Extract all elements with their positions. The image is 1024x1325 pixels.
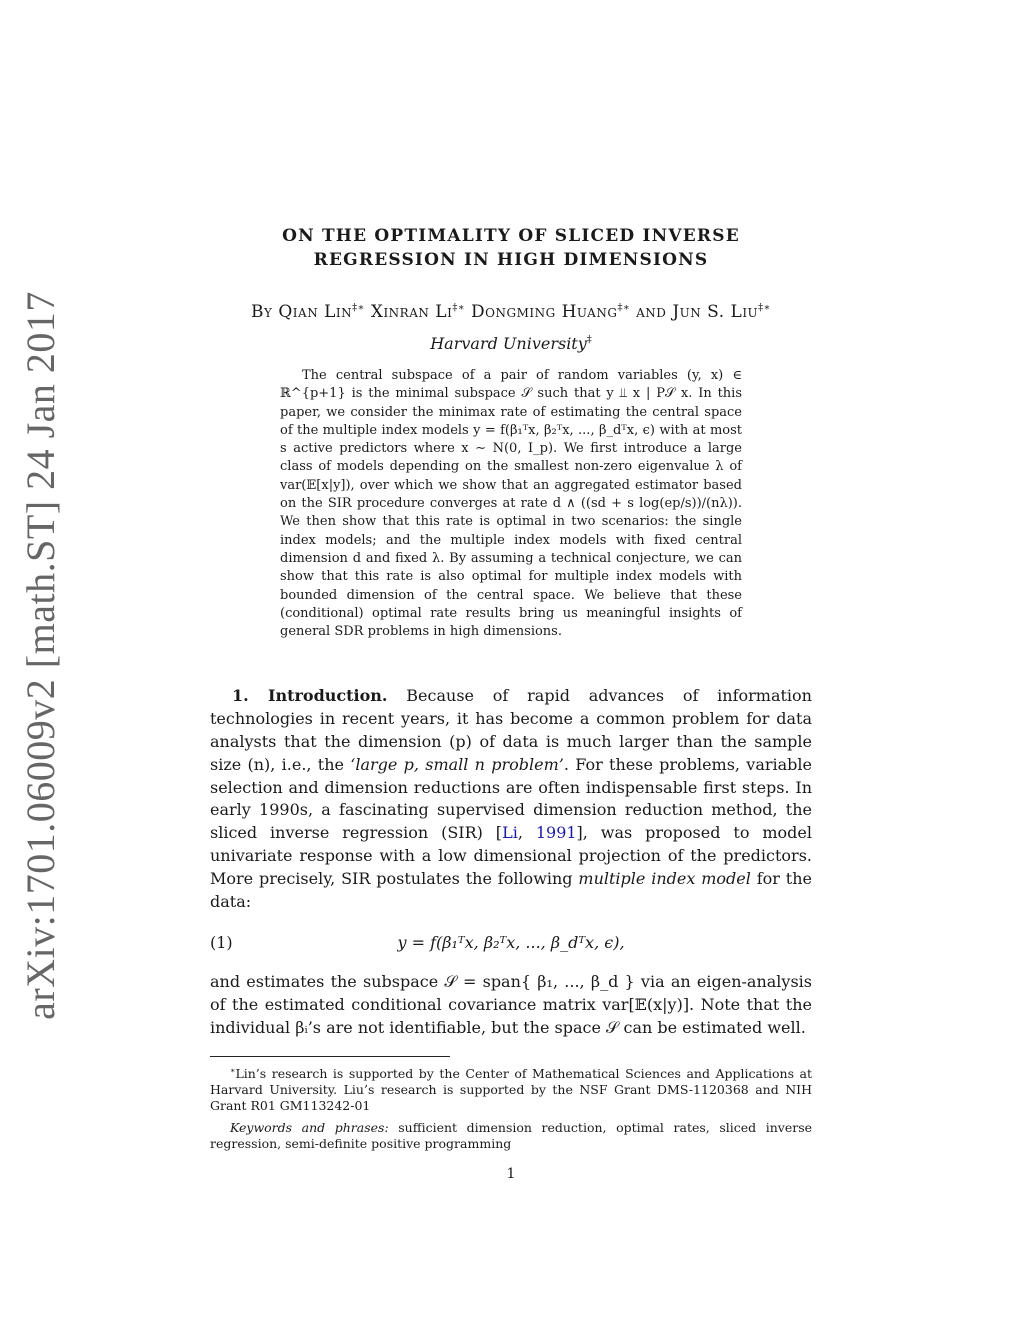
funding-footnote xyxy=(210,1063,812,1114)
citation-link-year[interactable]: 1991 xyxy=(535,823,577,843)
intro-italic-2: multiple index model xyxy=(578,868,751,888)
author-mark: ‡∗ xyxy=(452,302,466,314)
keywords-text: sufficient dimension reduction, optimal rates, sliced inverse regression, semi-definite positive programming xyxy=(210,1119,813,1151)
intro-text-3: ], was proposed to model univariate response with a low dimensional projection of the predictors. More precisely, SIR postulates the following xyxy=(210,823,813,888)
author-list xyxy=(210,302,812,322)
citation-link-author[interactable]: Li xyxy=(502,823,518,843)
author-dongming-huang: Dongming Huang xyxy=(471,302,618,322)
authors-prefix: By xyxy=(251,302,273,322)
arxiv-identifier-text: arXiv:1701.06009v2 [math.ST] 24 Jan 2017 xyxy=(17,290,63,1020)
arxiv-identifier-stamp xyxy=(10,290,70,1020)
title-line-1: ON THE OPTIMALITY OF SLICED INVERSE xyxy=(282,226,740,246)
keywords-footnote xyxy=(210,1120,812,1152)
equation-body: y = f(β₁ᵀx, β₂ᵀx, ..., β_dᵀx, ϵ), xyxy=(397,933,625,953)
footnote-mark: ∗ xyxy=(230,1065,236,1075)
affiliation-name: Harvard University xyxy=(430,334,587,353)
post-equation-paragraph: and estimates the subspace 𝒮 = span{ β₁, ..., β_d } via an eigen-analysis of the estimated conditional covariance matrix var[𝔼(x|y)]. Note that the individual βᵢ’s are not identifiable, but the space 𝒮 can be estimated well. xyxy=(210,972,812,1038)
authors-conjunction: and xyxy=(636,302,667,322)
intro-italic-1: ‘large p, small n problem’ xyxy=(350,754,564,774)
footnote-text: Lin’s research is supported by the Center of Mathematical Sciences and Applications at Harvard University. Liu’s research is supported by the NSF Grant DMS-1120368 and NIH Grant R01 GM113242-01 xyxy=(210,1065,812,1113)
paper-page xyxy=(210,224,812,1182)
author-qian-lin: Qian Lin xyxy=(278,302,353,322)
intro-text-2: . For these problems, variable selection and dimension reductions are often indispensable first steps. In early 1990s, a fascinating supervised dimension reduction method, the sliced inverse regression (SIR) [ xyxy=(210,754,812,843)
author-xinran-li: Xinran Li xyxy=(370,302,453,322)
page-number: 1 xyxy=(506,1165,516,1182)
author-mark: ‡∗ xyxy=(617,302,631,314)
intro-text-1: Because of rapid advances of information technologies in recent years, it has become a common problem for data analysts that the dimension (p) of data is much larger than the sample size (n), i.e., the xyxy=(210,686,812,774)
intro-text-4: for the data: xyxy=(210,868,813,911)
footnote-divider xyxy=(210,1056,450,1057)
paper-title xyxy=(210,224,812,272)
author-mark: ‡∗ xyxy=(758,302,771,314)
section-heading: 1. Introduction. xyxy=(232,686,388,706)
introduction-paragraph xyxy=(210,685,812,913)
affiliation-mark: ‡ xyxy=(586,334,592,346)
author-jun-liu: Jun S. Liu xyxy=(672,302,759,322)
equation-1 xyxy=(210,925,812,963)
abstract: The central subspace of a pair of random variables (y, x) ∈ ℝ^{p+1} is the minimal subspace 𝒮 such that y ⫫ x | P𝒮 x. In this paper, we consider the minimax rate of estimating the central space of the multiple index models y = f(β₁ᵀx, β₂ᵀx, ..., β_dᵀx, ϵ) with at most s active predictors where x ∼ N(0, I_p). We first introduce a large class of models depending on the smallest non-zero eigenvalue λ of var(𝔼[x|y]), over which we show that an aggregated estimator based on the SIR procedure converges at rate d ∧ ((sd + s log(ep/s))/(nλ)). We then show that this rate is optimal in two scenarios: the single index models; and the multiple index models with fixed central dimension d and fixed λ. By assuming a technical conjecture, we can show that this rate is also optimal for multiple index models with bounded dimension of the central space. We believe that these (conditional) optimal rate results bring us meaningful insights of general SDR problems in high dimensions. xyxy=(280,368,742,640)
citation-separator: , xyxy=(517,823,536,843)
affiliation xyxy=(210,334,812,353)
equation-number: (1) xyxy=(210,933,233,953)
keywords-label: Keywords and phrases: xyxy=(230,1119,389,1135)
title-line-2: REGRESSION IN HIGH DIMENSIONS xyxy=(313,250,709,270)
author-mark: ‡∗ xyxy=(352,302,365,314)
